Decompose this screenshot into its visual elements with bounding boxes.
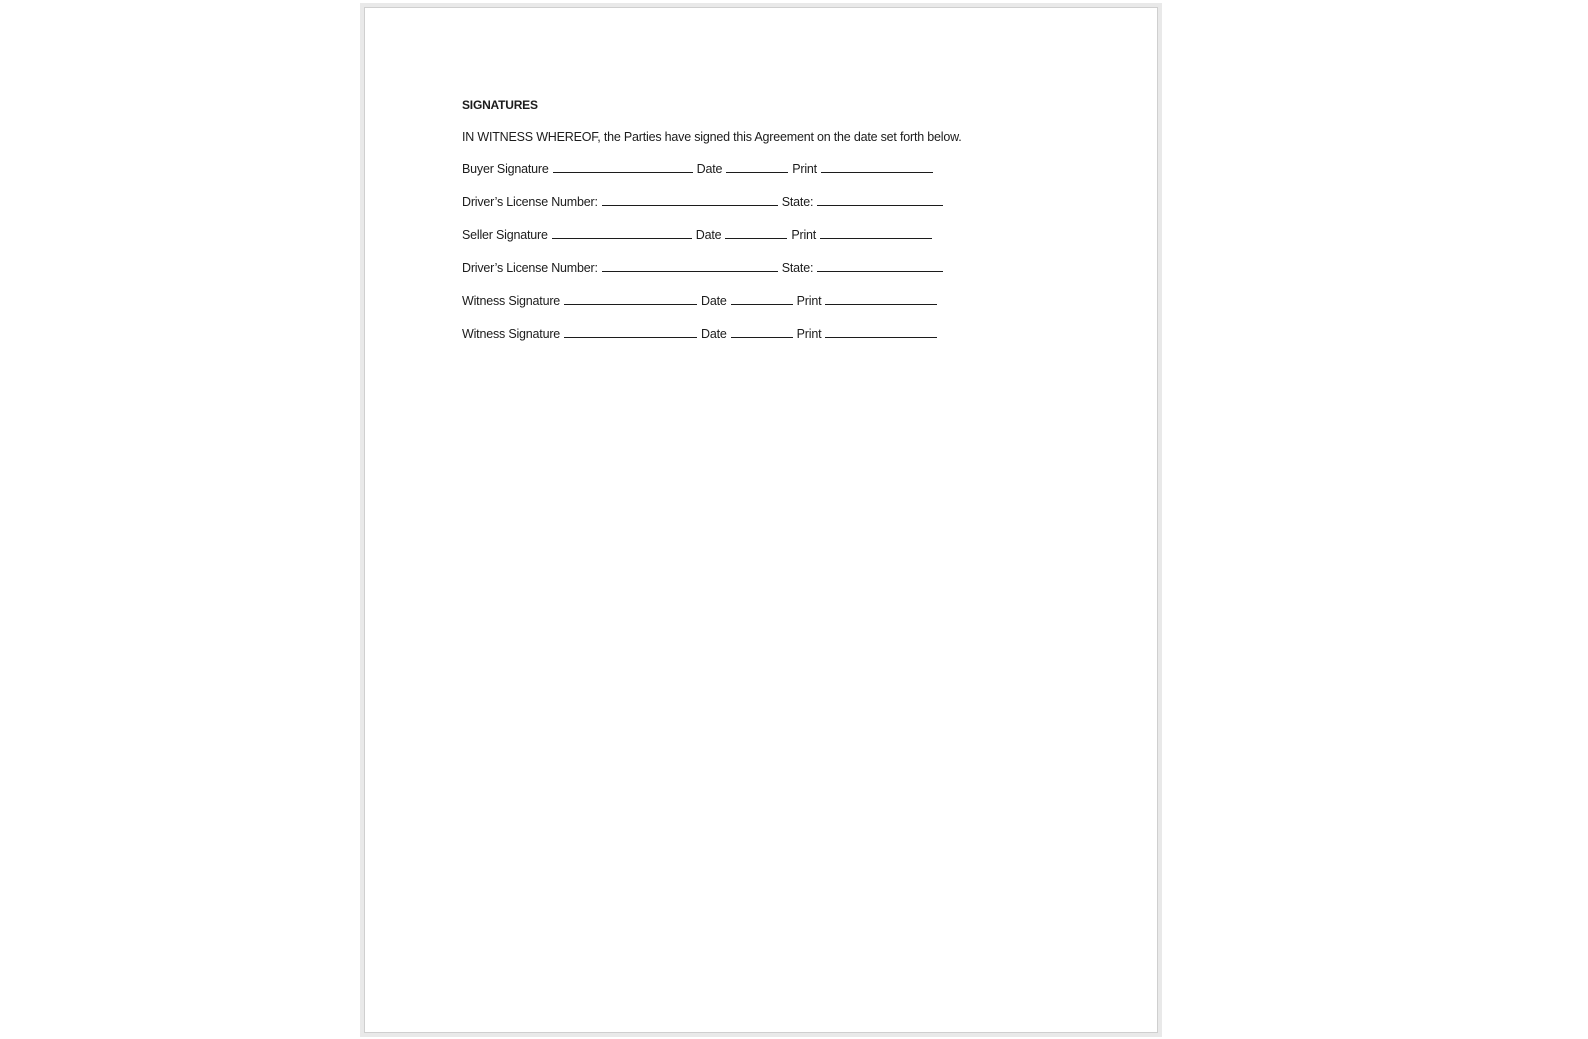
date-label: Date [696, 162, 723, 176]
print-label: Print [792, 162, 817, 176]
signature-blank [552, 225, 692, 239]
print-label: Print [791, 228, 817, 242]
print-label: Print [796, 327, 822, 341]
witness-signature-line [462, 324, 1077, 357]
print-blank [825, 324, 937, 338]
document-page [364, 7, 1158, 1033]
state-blank [817, 258, 943, 272]
date-blank [725, 225, 787, 239]
witness-signature-line [462, 291, 1077, 324]
license-blank [602, 192, 778, 206]
print-blank [820, 225, 932, 239]
date-label: Date [701, 294, 727, 308]
buyer-signature-line [462, 159, 1077, 192]
date-blank [726, 159, 788, 173]
signature-label: Seller Signature [462, 228, 548, 242]
date-label: Date [695, 228, 722, 242]
signature-label: Witness Signature [462, 327, 561, 341]
license-label: Driver’s License Number: [462, 195, 598, 209]
license-blank [602, 258, 778, 272]
print-label: Print [796, 294, 822, 308]
buyer-license-line [462, 192, 1077, 225]
print-blank [821, 159, 933, 173]
signature-blank [553, 159, 693, 173]
signature-blank [564, 324, 697, 338]
state-label: State: [781, 195, 814, 209]
seller-license-line [462, 258, 1077, 291]
state-blank [817, 192, 943, 206]
seller-signature-line [462, 225, 1077, 258]
state-label: State: [781, 261, 814, 275]
signature-blank [564, 291, 697, 305]
date-blank [731, 291, 793, 305]
signatures-section [462, 98, 1077, 357]
signature-label: Buyer Signature [462, 162, 549, 176]
print-blank [825, 291, 937, 305]
section-heading: SIGNATURES [462, 98, 538, 112]
date-label: Date [701, 327, 727, 341]
signature-label: Witness Signature [462, 294, 561, 308]
date-blank [731, 324, 793, 338]
witness-statement: IN WITNESS WHEREOF, the Parties have signed this Agreement on the date set forth below. [462, 130, 962, 144]
license-label: Driver’s License Number: [462, 261, 598, 275]
